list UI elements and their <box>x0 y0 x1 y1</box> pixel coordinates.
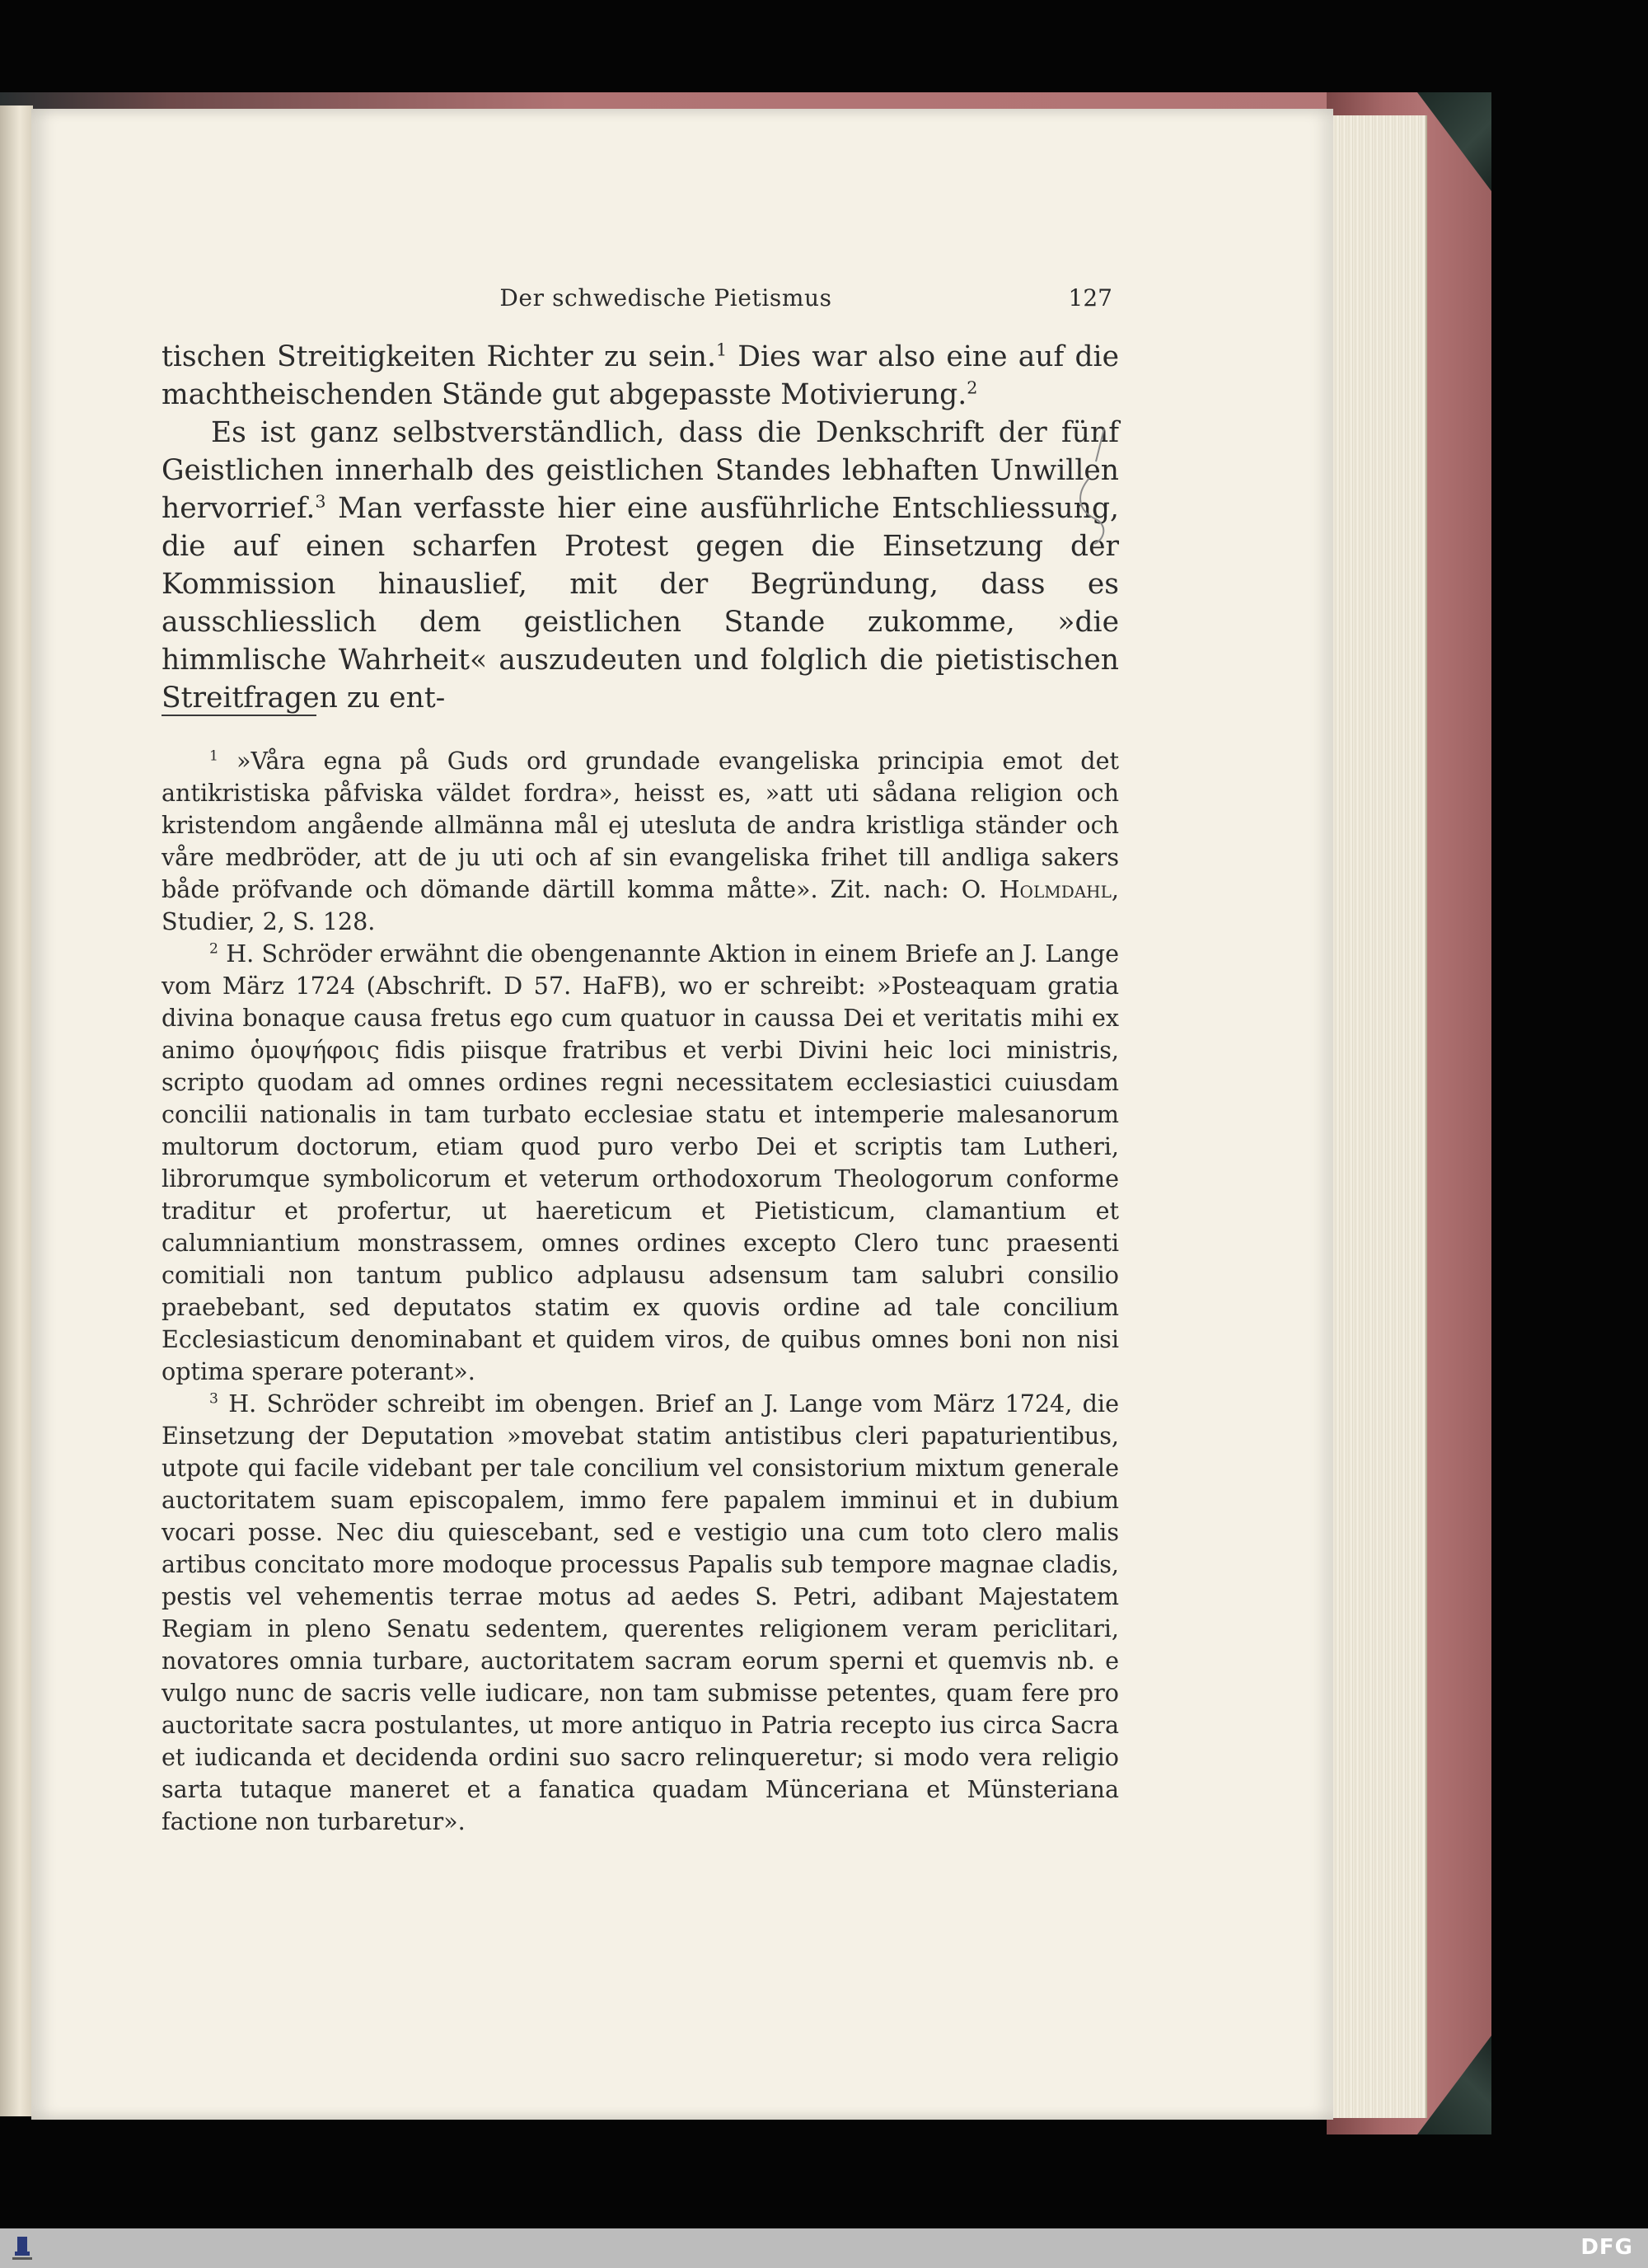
paragraph-1: tischen Streitigkeiten Richter zu sein.$^1$ Dies war also eine auf die machtheischenden Stände gut abgepasste Motivierung.$^2$ <box>162 340 1119 411</box>
footnote-separator <box>162 715 316 716</box>
running-head: Der schwedische Pietismus <box>499 284 832 312</box>
footnote-ref-3: 3 <box>315 491 326 512</box>
footnote-1: $^1$ »Våra egna på Guds ord grundade evangeliska principia emot det antikristiska påfviska väldet fordra», heisst es, »att uti sådana religion och kristendom angående allmänna mål ej utesluta de andra kristliga ständer och våre medbröder, att de ju uti och af sin evangeliska frihet till andliga sakers både pröfvande och dömande därtill komma måtte». Zit. nach: O. Holmdahl, Studier, 2, S. 128. <box>162 747 1119 935</box>
left-page-sliver <box>0 105 33 2116</box>
dfg-logo[interactable]: DFG <box>1580 2235 1633 2260</box>
book-page <box>31 109 1333 2120</box>
library-logo-icon <box>10 2233 35 2263</box>
footnote-2: $^2$ H. Schröder erwähnt die obengenannte Aktion in einem Briefe an J. Lange vom März 1724 (Abschrift. D 57. HaFB), wo er schreibt: »Posteaquam gratia divina bonaque causa fretus ego cum quatuor in caussa Dei et veritatis mihi ex animo ὁμοψήφοις fidis piisque fratribus et verbi Divini heic loci ministris, scripto quodam ad omnes ordines regni necessitatem ecclesiastici cuiusdam concilii nationalis in tam turbato ecclesiae statu et intemperie malesanorum multorum doctorum, etiam quod puro verbo Dei et scriptis tam Lutheri, librorumque symbolicorum et veterum orthodoxorum Theologorum conforme traditur et profertur, ut haereticum et Pietisticum, clamantium et calumniantium monstrassem, omnes ordines excepto Clero tunc praesenti comitiali non tantum publico adplausu adsensum tam salubri consilio praebebant, sed deputatos statim ex quovis ordine ad tale concilium Ecclesiasticum denominabant et quidem viros, de quibus omnes boni non nisi optima sperare poterant». <box>162 940 1119 1385</box>
footnote-ref-1: 1 <box>715 340 728 360</box>
paragraph-2: Es ist ganz selbstverständlich, dass die Denkschrift der fünf Geistlichen innerhalb des geistlichen Standes lebhaften Unwillen hervorrief.$^3$ Man verfasste hier eine ausführliche Entschliessung, die auf einen scharfen Protest gegen die Einsetzung der Kommission hinauslief, mit der Begründung, dass es ausschliesslich dem geistlichen Stande zukomme, »die himmlische Wahrheit« auszudeuten und folglich die pietistischen Streitfragen zu ent- <box>162 416 1119 715</box>
footnotes <box>162 745 1119 1838</box>
main-text <box>162 338 1119 717</box>
page-edges <box>1327 115 1427 2118</box>
pencil-annotation-mark <box>1071 429 1121 552</box>
book-cover-top-edge <box>0 92 1417 110</box>
author-name: Holmdahl <box>999 875 1112 903</box>
page-number: 127 <box>1068 284 1112 312</box>
footnote-ref-2: 2 <box>967 377 978 398</box>
footnote-3: $^3$ H. Schröder schreibt im obengen. Brief an J. Lange vom März 1724, die Einsetzung der Deputation »movebat statim antistibus cleri papaturientibus, utpote qui facile videbant per tale concilium vel consistorium mixtum generale auctoritatem suam episcopalem, immo fere papalem imminui et in dubium vocari posse. Nec diu quiescebant, sed e vestigio una cum toto clero malis artibus concitato more modoque processus Papalis sub tempore magnae cladis, pestis vel vehementis terrae motus ad aedes S. Petri, adibant Majestatem Regiam in pleno Senatu sedentem, querentes religionem veram periclitari, novatores omnia turbare, auctoritatem sacram eorum sperni et quemvis nb. e vulgo nunc de sacris velle iudicare, non tam submisse petentes, quam fere pro auctoritate sacra postulantes, ut more antiquo in Patria recepto ius circa Sacra et iudicanda et decidenda ordini suo sacro relinqueretur; si modo vera religio sarta tutaque maneret et a fanatica quadam Münceriana et Münsteriana factione non turbaretur». <box>162 1389 1119 1835</box>
viewer-footer-bar <box>0 2228 1648 2268</box>
